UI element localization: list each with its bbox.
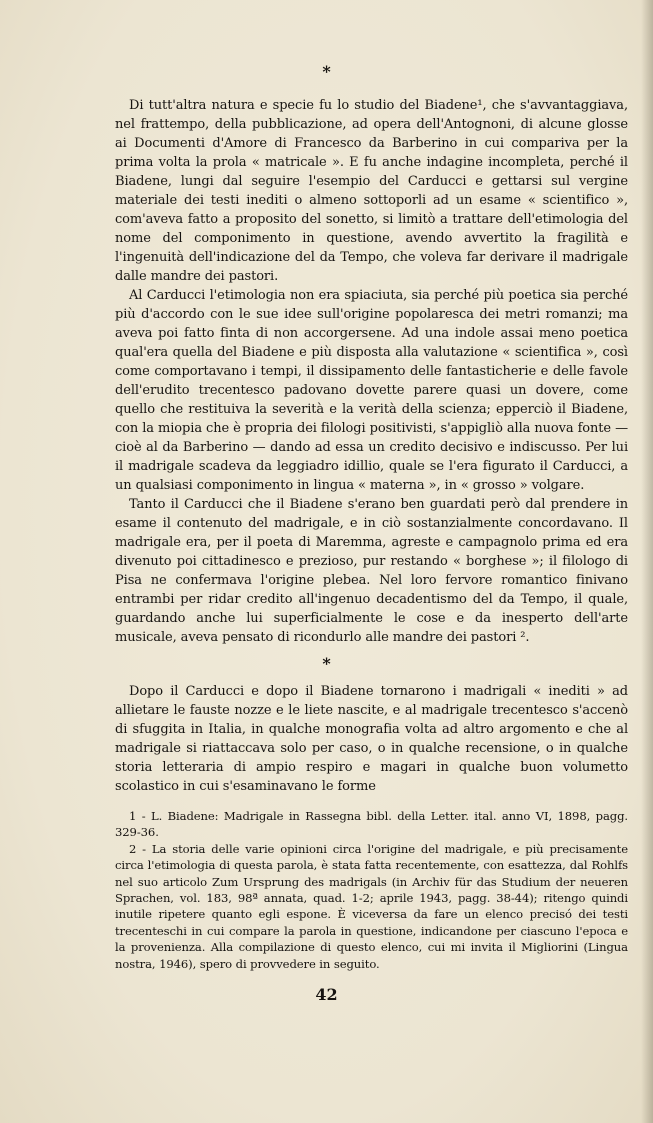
footnote-2: 2 - La storia delle varie opinioni circa l'origine del madrigale, e più precisamente circa l'etimologia di questa parola, è stata fatta recentemente, con esattezza, dal Rohlfs nel suo articolo Zum Ursprung des madrigals (in Archiv für das Studium der neueren Sprachen, vol. 183, 98ª annata, quad. 1-2; aprile 1943, pagg. 38-44); ritengo quindi inutile ripetere quanto egli espone. È viceversa da fare un elenco precisó dei testi trecenteschi in cui compare la parola in questione, indicandone per ciascuno l'epoca e la provenienza. Alla compilazione di questo elenco, cui mi invita il Migliorini (Lingua nostra, 1946), spero di provvedere in seguito. xyxy=(115,841,628,971)
footnotes xyxy=(115,808,628,972)
paragraph-content-of-madrigal: Tanto il Carducci che il Biadene s'erano ben guardati però dal prendere in esame il contenuto del madrigale, e in ciò sostanzialmente concordavano. Il madrigale era, per il poeta di Maremma, agreste e campagnolo prima ed era divenuto poi cittadinesco e prezioso, pur restando « borghese »; il filologo di Pisa ne confermava l'origine plebea. Nel loro fervore romantico finivano entrambi per ridar credito all'ingenuo decadentismo del da Tempo, il quale, guardando anche lui superficialmente le cose e da inesperto dell'arte musicale, aveva pensato di ricondurlo alle mandre dei pastori ². xyxy=(115,497,628,645)
paragraph-carducci-etymology: Al Carducci l'etimologia non era spiaciuta, sia perché più poetica sia perché più d'accordo con le sue idee sull'origine popolaresca dei metri romanzi; ma aveva poi fatto finta di non accorgersene. Ad una indole assai meno poetica qual'era quella del Biadene e più disposta alla valutazione « scientifica », così come comportavano i tempi, il dissipamento delle fantasticherie e delle favole dell'erudito trecentesco padovano dovette parere quasi un dovere, come quello che restituiva la severità e la verità della scienza; epperciò il Biadene, con la miopia che è propria dei filologi positivisti, s'appigliò alla nuova fonte — cioè al da Barberino — dando ad essa un credito decisivo e indiscusso. Per lui il madrigale scadeva da leggiadro idillio, quale se l'era figurato il Carducci, a un qualsiasi componimento in lingua « materna », in « grosso » volgare. xyxy=(115,288,628,493)
paragraph-biadene-study: Di tutt'altra natura e specie fu lo studio del Biadene¹, che s'avvantaggiava, nel frattempo, della pubblicazione, ad opera dell'Antognoni, di alcune glosse ai Documenti d'Amore di Francesco da Barberino in cui compariva per la prima volta la prola « matricale ». E fu anche indagine incompleta, perché il Biadene, lungi dal seguire l'esempio del Carducci e gettarsi sul vergine materiale dei testi inediti o almeno sottoporli ad un esame « scientifico », com'aveva fatto a proposito del sonetto, si limitò a trattare dell'etimologia del nome del componimento in questione, avendo avvertito la fragilità e l'ingenuità dell'indicazione del da Tempo, che voleva far derivare il madrigale dalle mandre dei pastori. xyxy=(115,98,628,284)
page-number: 42 xyxy=(315,985,338,1004)
section-separator-star: * xyxy=(322,62,331,81)
main-text xyxy=(115,96,628,647)
section-separator-star: * xyxy=(322,654,331,673)
footnote-1: 1 - L. Biadene: Madrigale in Rassegna bibl. della Letter. ital. anno VI, 1898, pagg. 329-36. xyxy=(115,809,628,840)
main-text-continued xyxy=(115,682,628,796)
paragraph-after-carducci: Dopo il Carducci e dopo il Biadene tornarono i madrigali « inediti » ad allietare le fauste nozze e le liete nascite, e al madrigale trecentesco s'accenò di sfuggita in Italia, in qualche monografia volta ad altro argomento e che al madrigale si riattaccava solo per caso, o in qualche recensione, o in qualche storia letteraria di ampio respiro e magari in qualche buon volumetto scolastico in cui s'esaminavano le forme xyxy=(115,684,628,794)
